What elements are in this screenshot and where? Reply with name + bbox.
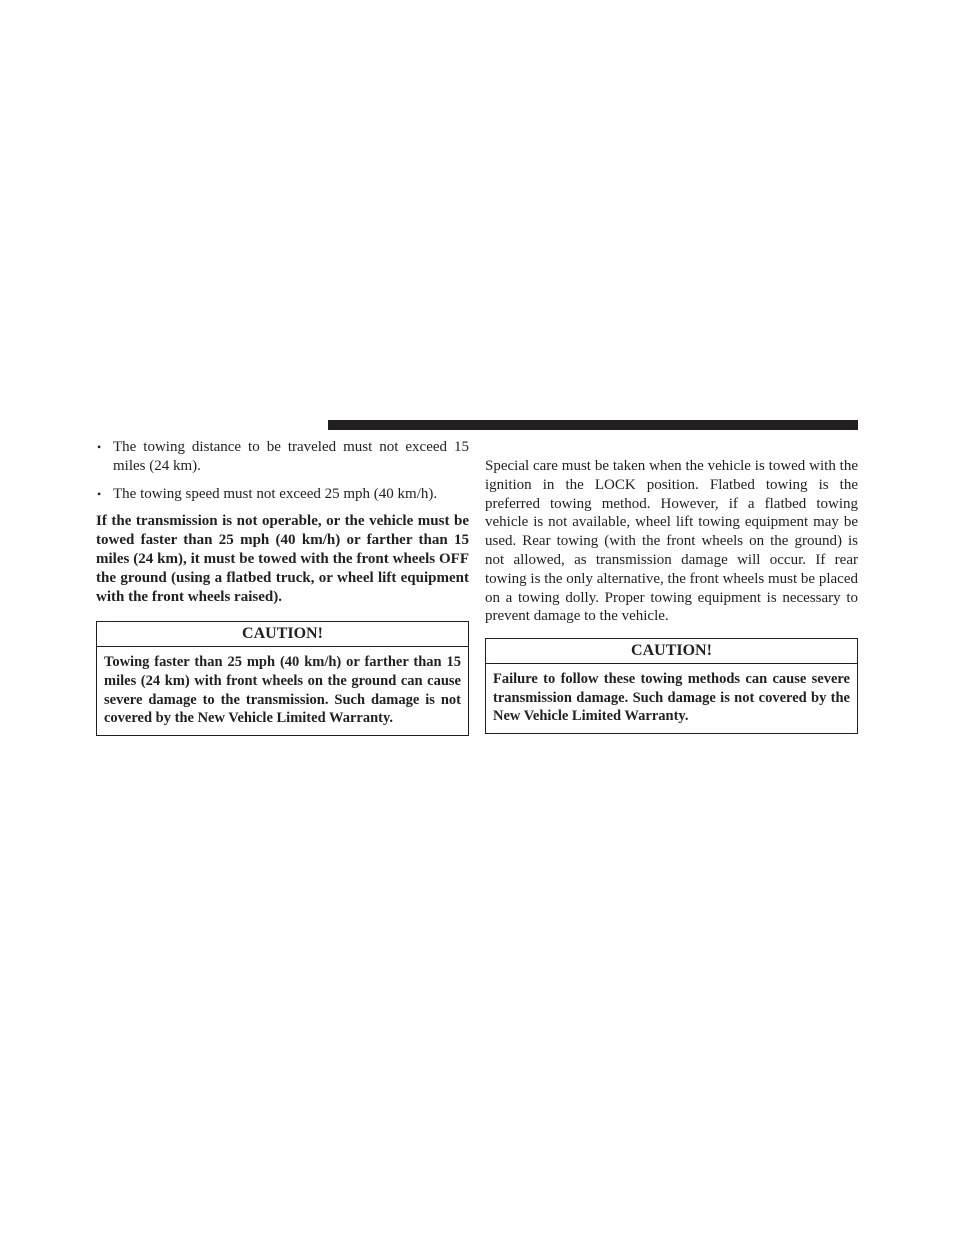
- bullet-text: The towing speed must not exceed 25 mph (40 km/h).: [113, 485, 438, 502]
- list-item: [96, 438, 469, 476]
- caution-body: Towing faster than 25 mph (40 km/h) or farther than 15 miles (24 km) with front wheels on the ground can cause severe damage to the transmission. Such damage is not covered by the New Vehicle Limited Warranty.: [104, 654, 461, 727]
- bullet-list: [96, 438, 469, 503]
- right-column: [485, 457, 858, 734]
- bullet-text: The towing distance to be traveled must not exceed 15 miles (24 km).: [113, 439, 469, 474]
- caution-title: CAUTION!: [486, 639, 857, 664]
- bold-instruction-paragraph: If the transmission is not operable, or the vehicle must be towed faster than 25 mph (40 km/h) or farther than 15 miles (24 km), it must be towed with the front wheels OFF the ground (using a flatbed truck, or wheel lift equipment with the front wheels raised).: [96, 513, 469, 605]
- list-item: [96, 485, 469, 504]
- bullet-icon: •: [97, 440, 102, 454]
- caution-box-right: [485, 638, 858, 734]
- caution-box-left: [96, 621, 469, 735]
- towing-paragraph: Special care must be taken when the vehicle is towed with the ignition in the LOCK position. Flatbed towing is the preferred towing method. However, if a flatbed towing vehicle is not available, wheel lift towing equipment may be used. Rear towing (with the front wheels on the ground) is not allowed, as transmission damage will occur. If rear towing is the only alternative, the front wheels must be placed on a towing dolly. Proper towing equipment is necessary to prevent damage to the vehicle.: [485, 458, 858, 625]
- section-header-bar: [328, 420, 858, 430]
- left-column: [96, 438, 469, 736]
- bullet-icon: •: [97, 486, 102, 501]
- caution-title: CAUTION!: [97, 622, 468, 647]
- caution-body: Failure to follow these towing methods can cause severe transmission damage. Such damage is not covered by the New Vehicle Limited Warranty.: [493, 671, 850, 725]
